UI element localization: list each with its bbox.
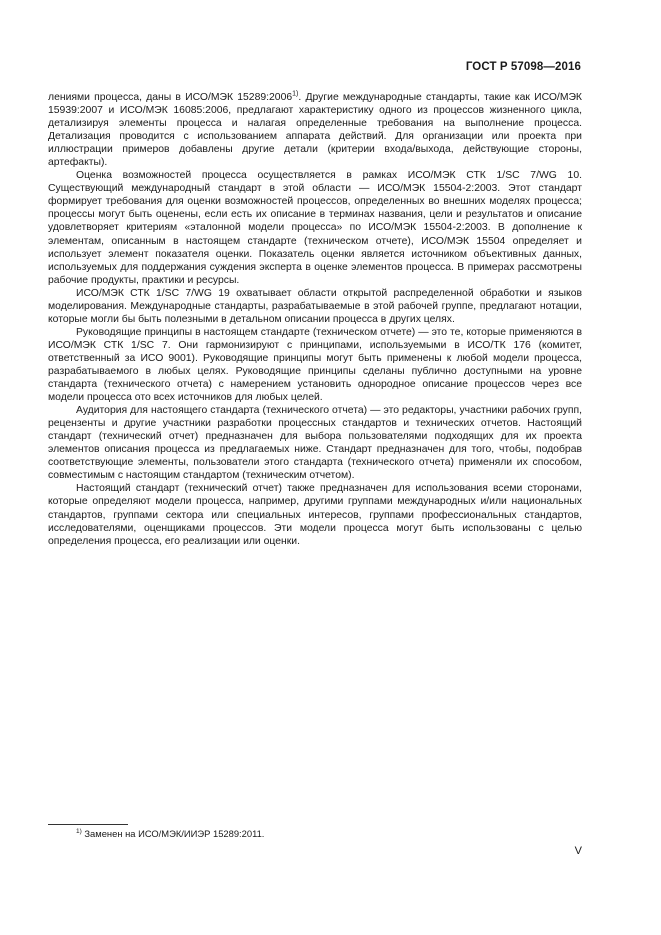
paragraph-4: Руководящие принципы в настоящем стандарте (техническом отчете) — это те, которые применяются в ИСО/МЭК СТК 1/SC 7. Они гармонизируют с принципами, используемыми в ИСО/ТК 176 (комитет, ответственный за ИСО 9001). Руководящие принципы могут быть применены к любой модели процесса, разрабатываемого в любых целях. Руководящие принципы сделаны публично доступными на уровне стандарта (технического отчета) с намерением установить однородное описание процессов через все модели процесса ото всех источников для любых целей. [48,326,582,404]
paragraph-3: ИСО/МЭК СТК 1/SC 7/WG 19 охватывает области открытой распределенной обработки и языков моделирования. Международные стандарты, разрабатываемые в этой рабочей группе, предлагают нотации, которые могли бы быть полезными в детальном описании процесса в других целях. [48,287,582,325]
paragraph-1-text-b: . Другие международные стандарты, такие как ИСО/МЭК 15939:2007 и ИСО/МЭК 16085:2006, предлагают характеристику одного из процессов жизненного цикла, детализируя элементы процесса и налагая определенные требования на выполнение процесса. Детализация проводится с использованием аппарата действий. Для организации или проекта при иллюстрации примеров добавлены другие детали (критерии входа/выхода, действующие стороны, артефакты). [48,92,582,169]
footnote-mark: 1) [76,827,82,835]
paragraph-6: Настоящий стандарт (технический отчет) также предназначен для использования всеми сторонами, которые определяют модели процесса, например, другими группами международных и/или национальных стандартов, группами сектора или специальных интересов, группами профессиональных стандартов, исследователями, оценщиками процессов. Эти модели процесса могут быть использованы с целью определения процесса, его реализации или оценки. [48,483,582,547]
footnote [76,828,264,840]
footnote-reference[interactable]: 1) [292,90,299,98]
paragraph-2: Оценка возможностей процесса осуществляется в рамках ИСО/МЭК СТК 1/SC 7/WG 10. Существующий международный стандарт в этой области — ИСО/МЭК 15504-2:2003. Этот стандарт формирует требования для оценки возможностей процессов, определенных во внешних моделях процесса; процессы могут быть оценены, если есть их описание в терминах названия, цели и результатов и описание удовлетворяет критериям «эталонной модели процесса» по ИСО/МЭК 15504-2:2003. В дополнение к элементам, описанным в настоящем стандарте (техническом отчете), ИСО/МЭК 15504 определяет и использует элемент показателя оценки. Показатель оценки является источником объективных данных, используемых для поддержания суждения эксперта в оценке элементов процесса. В примерах рассмотрены рабочие продукты, практики и ресурсы. [48,170,582,286]
document-code: ГОСТ Р 57098—2016 [465,61,581,73]
paragraph-5: Аудитория для настоящего стандарта (технического отчета) — это редакторы, участники рабочих групп, рецензенты и другие участники разработки процессных стандартов и технических отчетов. Настоящий стандарт (технический отчет) предназначен для выбора пользователями подходящих для их проекта элементов описания процесса из предлагаемых ниже. Стандарт предназначен для того, чтобы, подобрав соответствующие элементы, пользователи этого стандарта (технического отчета) применяли их способом, совместимым с настоящим стандартом (техническим отчетом). [48,405,582,482]
footnote-divider [48,824,128,825]
page-number: V [574,845,582,857]
paragraph-1-text-a: лениями процесса, даны в ИСО/МЭК 15289:2006 [48,92,293,103]
paragraph-1 [48,91,582,169]
body-text [48,91,582,548]
footnote-text: Заменен на ИСО/МЭК/ИИЭР 15289:2011. [81,828,265,839]
